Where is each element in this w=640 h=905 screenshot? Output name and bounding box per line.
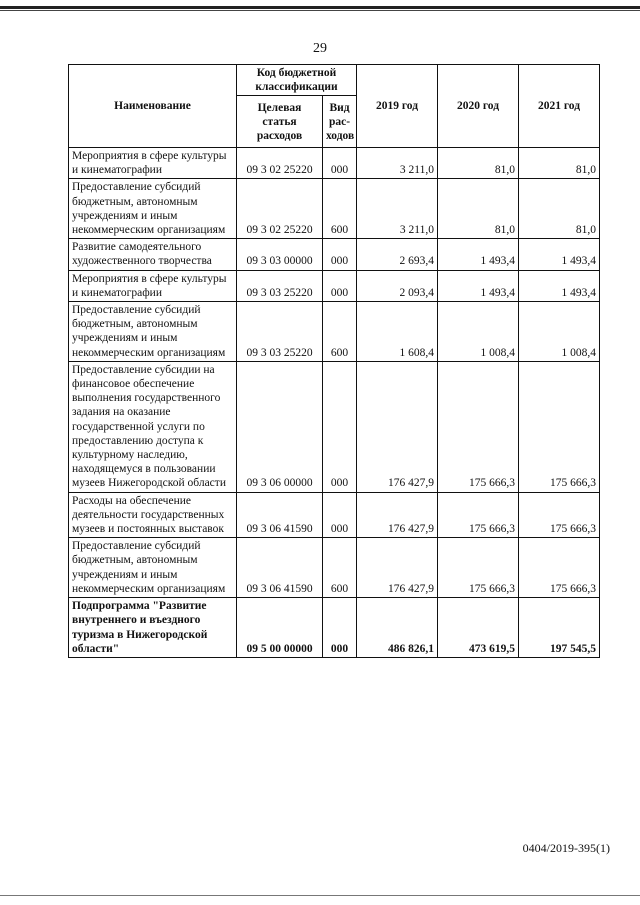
row-code: 09 3 03 25220 [237,270,323,301]
row-code: 09 3 03 25220 [237,302,323,362]
row-kind: 000 [323,361,357,492]
header-code-group: Код бюджетной классификации [237,65,357,96]
row-kind: 000 [323,492,357,538]
row-code: 09 3 06 41590 [237,492,323,538]
table-row [69,302,600,362]
row-name: Предоставление субсидий бюджетным, автономным учреждениям и иным некоммерческим организациям [69,538,237,598]
table-row [69,492,600,538]
row-2021: 1 493,4 [519,239,600,270]
table-row [69,361,600,492]
table-row [69,239,600,270]
row-code: 09 3 02 25220 [237,148,323,179]
row-2019: 176 427,9 [357,538,438,598]
row-2021: 175 666,3 [519,492,600,538]
row-2019: 3 211,0 [357,179,438,239]
row-2020: 1 493,4 [438,270,519,301]
top-rule-thin [0,10,640,11]
header-name: Наименование [69,65,237,148]
row-2021: 1 493,4 [519,270,600,301]
row-2020: 1 493,4 [438,239,519,270]
row-code: 09 3 03 00000 [237,239,323,270]
row-name: Расходы на обеспечение деятельности государственных музеев и постоянных выставок [69,492,237,538]
row-2021: 81,0 [519,179,600,239]
row-kind: 600 [323,538,357,598]
row-2021: 81,0 [519,148,600,179]
row-2019: 176 427,9 [357,361,438,492]
row-kind: 000 [323,239,357,270]
row-2021: 175 666,3 [519,538,600,598]
row-name: Предоставление субсидии на финансовое обеспечение выполнения государственного задания на оказание государственной услуги по предоставлению доступа к культурному наследию, находящемуся в пользовании музеев Нижегородской области [69,361,237,492]
row-code: 09 3 06 41590 [237,538,323,598]
row-name: Развитие самодеятельного художественного творчества [69,239,237,270]
row-name: Предоставление субсидий бюджетным, автономным учреждениям и иным некоммерческим организациям [69,302,237,362]
row-name: Подпрограмма "Развитие внутреннего и въездного туризма в Нижегородской области" [69,598,237,658]
table-row [69,179,600,239]
row-2020: 175 666,3 [438,538,519,598]
row-kind: 600 [323,179,357,239]
top-rule [0,6,640,9]
row-2019: 176 427,9 [357,492,438,538]
table-row [69,598,600,658]
bottom-rule [0,895,640,896]
row-kind: 000 [323,270,357,301]
row-name: Мероприятия в сфере культуры и кинематографии [69,270,237,301]
table-row [69,270,600,301]
row-kind: 600 [323,302,357,362]
header-2020: 2020 год [438,65,519,148]
row-2020: 81,0 [438,148,519,179]
row-2020: 175 666,3 [438,361,519,492]
table-body [69,148,600,658]
row-code: 09 3 02 25220 [237,179,323,239]
row-kind: 000 [323,598,357,658]
row-2019: 2 093,4 [357,270,438,301]
header-target: Целевая статья расходов [237,96,323,148]
row-name: Предоставление субсидий бюджетным, автономным учреждениям и иным некоммерческим организациям [69,179,237,239]
document-code: 0404/2019-395(1) [522,841,610,855]
row-code: 09 3 06 00000 [237,361,323,492]
row-2020: 81,0 [438,179,519,239]
row-2020: 175 666,3 [438,492,519,538]
row-kind: 000 [323,148,357,179]
header-2021: 2021 год [519,65,600,148]
row-2020: 1 008,4 [438,302,519,362]
budget-table [68,64,600,658]
page-number: 29 [313,41,327,56]
header-kind: Вид рас-ходов [323,96,357,148]
row-2021: 197 545,5 [519,598,600,658]
table-row [69,538,600,598]
row-2019: 3 211,0 [357,148,438,179]
table-header [69,65,600,148]
row-code: 09 5 00 00000 [237,598,323,658]
header-2019: 2019 год [357,65,438,148]
row-2021: 1 008,4 [519,302,600,362]
row-name: Мероприятия в сфере культуры и кинематографии [69,148,237,179]
row-2019: 2 693,4 [357,239,438,270]
row-2020: 473 619,5 [438,598,519,658]
table-row [69,148,600,179]
row-2019: 1 608,4 [357,302,438,362]
row-2021: 175 666,3 [519,361,600,492]
row-2019: 486 826,1 [357,598,438,658]
